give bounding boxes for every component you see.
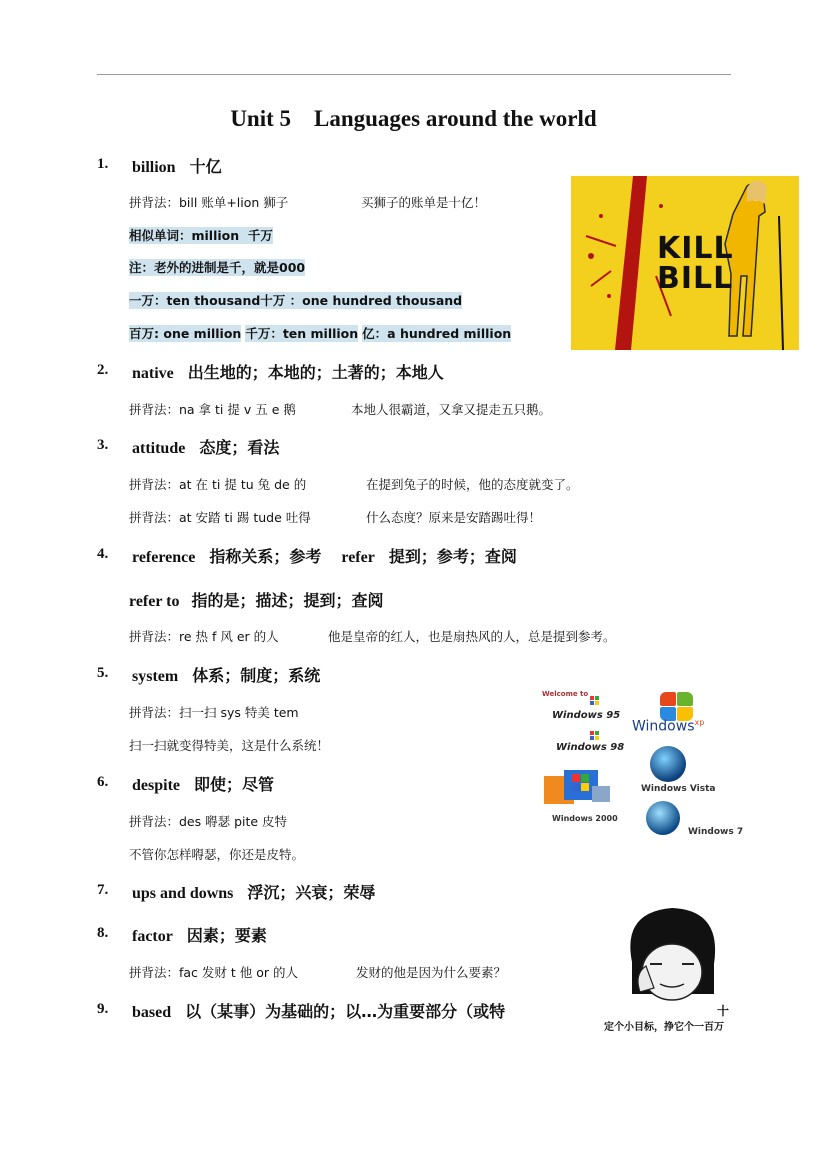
mnemonic-sentence: 不管你怎样嘚瑟，你还是皮特。 (129, 847, 305, 862)
mnemonic-sentence: 发财的他是因为什么要素？ (356, 965, 507, 980)
vocab-meaning: 态度；看法 (199, 438, 280, 457)
vocab-word: system (132, 668, 179, 685)
vocab-word: factor (132, 928, 173, 945)
mnemonic-sentence: 在提到兔子的时候，他的态度就变了。 (366, 477, 579, 492)
vocab-heading (132, 880, 375, 903)
vocab-word: attitude (132, 440, 186, 457)
meme-caption: 定个小目标，挣它个一百万 (604, 1022, 724, 1033)
item-number: 8. (97, 925, 109, 941)
win2000-label: Windows 2000 (552, 814, 618, 823)
poster-title (657, 231, 734, 296)
vocab-meaning: 指称关系；参考 (209, 547, 322, 566)
win7-label: Windows 7 (688, 827, 744, 837)
win95-flag-icon (590, 696, 600, 706)
mnemonic-line (129, 508, 542, 526)
vocab-meaning: 十亿 (189, 157, 222, 176)
item-number: 3. (97, 437, 109, 453)
hundred-million: 亿：a hundred million (362, 326, 512, 341)
mnemonic-line (129, 193, 487, 211)
kill-bill-poster-image (571, 176, 799, 350)
vocab-meaning: 即使；尽管 (194, 775, 275, 794)
phrase-word: refer to (129, 593, 180, 610)
poster-line-2: BILL (657, 261, 734, 296)
win98-flag-icon (590, 731, 600, 741)
similar-word-line (129, 226, 273, 244)
item-number: 7. (97, 882, 109, 898)
mnemonic-line: 拼背法：扫一扫 sys 特美 tem (129, 705, 299, 720)
windows-logos-image (538, 686, 760, 846)
number-line (129, 291, 462, 309)
ten-thousand: 一万：ten thousand (129, 293, 261, 308)
mnemonic-text: 拼背法：fac 发财 t 他 or 的人 (129, 965, 298, 980)
vista-orb-icon (650, 746, 686, 782)
page-title: Unit 5 Languages around the world (230, 106, 597, 131)
vocab-word: native (132, 365, 174, 382)
similar-word: 相似单词：million 千万 (129, 228, 273, 243)
vocab-meaning-2: 提到；参考；查阅 (388, 547, 517, 566)
mnemonic-sentence: 他是皇帝的红人，也是扇热风的人，总是提到参考。 (328, 629, 616, 644)
note-text: 注：老外的进制是千，就是000 (129, 260, 306, 275)
mnemonic-line (129, 627, 616, 645)
vocab-subheading (129, 588, 384, 611)
mnemonic-text: 拼背法：re 热 f 风 er 的人 (129, 629, 279, 644)
win7-orb-icon (646, 801, 680, 835)
vocab-heading (132, 435, 279, 458)
meme-plus-mark: 十 (717, 1004, 730, 1018)
item-number: 5. (97, 665, 109, 681)
vocab-heading (132, 360, 444, 383)
vocab-meaning: 以（某事）为基础的；以…为重要部分（或特 (185, 1002, 506, 1021)
header-rule (97, 74, 731, 75)
item-number: 4. (97, 546, 109, 562)
poster-line-1: KILL (657, 231, 734, 266)
item-number: 2. (97, 362, 109, 378)
mnemonic-text: 拼背法：na 拿 ti 提 v 五 e 鹅 (129, 402, 296, 417)
item-number: 9. (97, 1001, 109, 1017)
vista-label: Windows Vista (641, 784, 716, 794)
number-line-2 (129, 324, 511, 342)
vocab-heading (132, 772, 274, 795)
winxp-text: Windows (632, 718, 695, 735)
vocab-word: billion (132, 159, 176, 176)
mnemonic-sentence: 什么态度？原来是安踏踢吐得！ (366, 510, 542, 525)
welcome-text: Welcome to (542, 690, 589, 698)
vocab-heading (132, 923, 267, 946)
item-number: 6. (97, 774, 109, 790)
mnemonic-line (129, 400, 552, 418)
mnemonic-line: 拼背法：des 嘚瑟 pite 皮特 (129, 814, 288, 829)
vocab-heading (132, 999, 505, 1022)
vocab-meaning: 浮沉；兴衰；荣辱 (247, 883, 376, 902)
mnemonic-text: 拼背法：at 在 ti 提 tu 兔 de 的 (129, 477, 307, 492)
mnemonic-line (129, 475, 579, 493)
mnemonic-sentence: 买狮子的账单是十亿！ (361, 195, 487, 210)
win95-label: Windows 95 (552, 710, 621, 721)
vocab-word: despite (132, 777, 180, 794)
ten-million: 千万：ten million (245, 326, 359, 341)
vocab-word-2: refer (341, 549, 375, 566)
mnemonic-text: 拼背法：bill 账单+lion 狮子 (129, 195, 289, 210)
note-line (129, 258, 305, 276)
item-number: 1. (97, 156, 109, 172)
winxp-label (632, 718, 704, 735)
win2000-flag-icon (542, 768, 612, 812)
win98-label: Windows 98 (556, 742, 625, 753)
vocab-meaning: 因素；要素 (186, 926, 267, 945)
phrase-meaning: 指的是；描述；提到；查阅 (191, 591, 384, 610)
vocab-word: ups and downs (132, 885, 234, 902)
vocab-word: based (132, 1004, 172, 1021)
vocab-meaning: 体系；制度；系统 (192, 666, 321, 685)
vocab-heading (132, 544, 517, 567)
meme-image (602, 902, 752, 1040)
one-million: 百万: one million (129, 326, 242, 341)
mnemonic-line (129, 963, 507, 981)
mnemonic-sentence: 本地人很霸道，又拿又提走五只鹅。 (351, 402, 552, 417)
vocab-word: reference (132, 549, 196, 566)
mnemonic-text: 拼背法：at 安踏 ti 踢 tude 吐得 (129, 510, 311, 525)
vocab-meaning: 出生地的；本地的；土著的；本地人 (187, 363, 444, 382)
mnemonic-sentence: 扫一扫就变得特美，这是什么系统！ (129, 738, 330, 753)
winxp-sup: xp (694, 718, 705, 727)
vocab-heading (132, 154, 222, 177)
meme-face-art (602, 902, 752, 1012)
vocab-heading (132, 663, 320, 686)
hundred-thousand: 十万 ：one hundred thousand (260, 293, 463, 308)
